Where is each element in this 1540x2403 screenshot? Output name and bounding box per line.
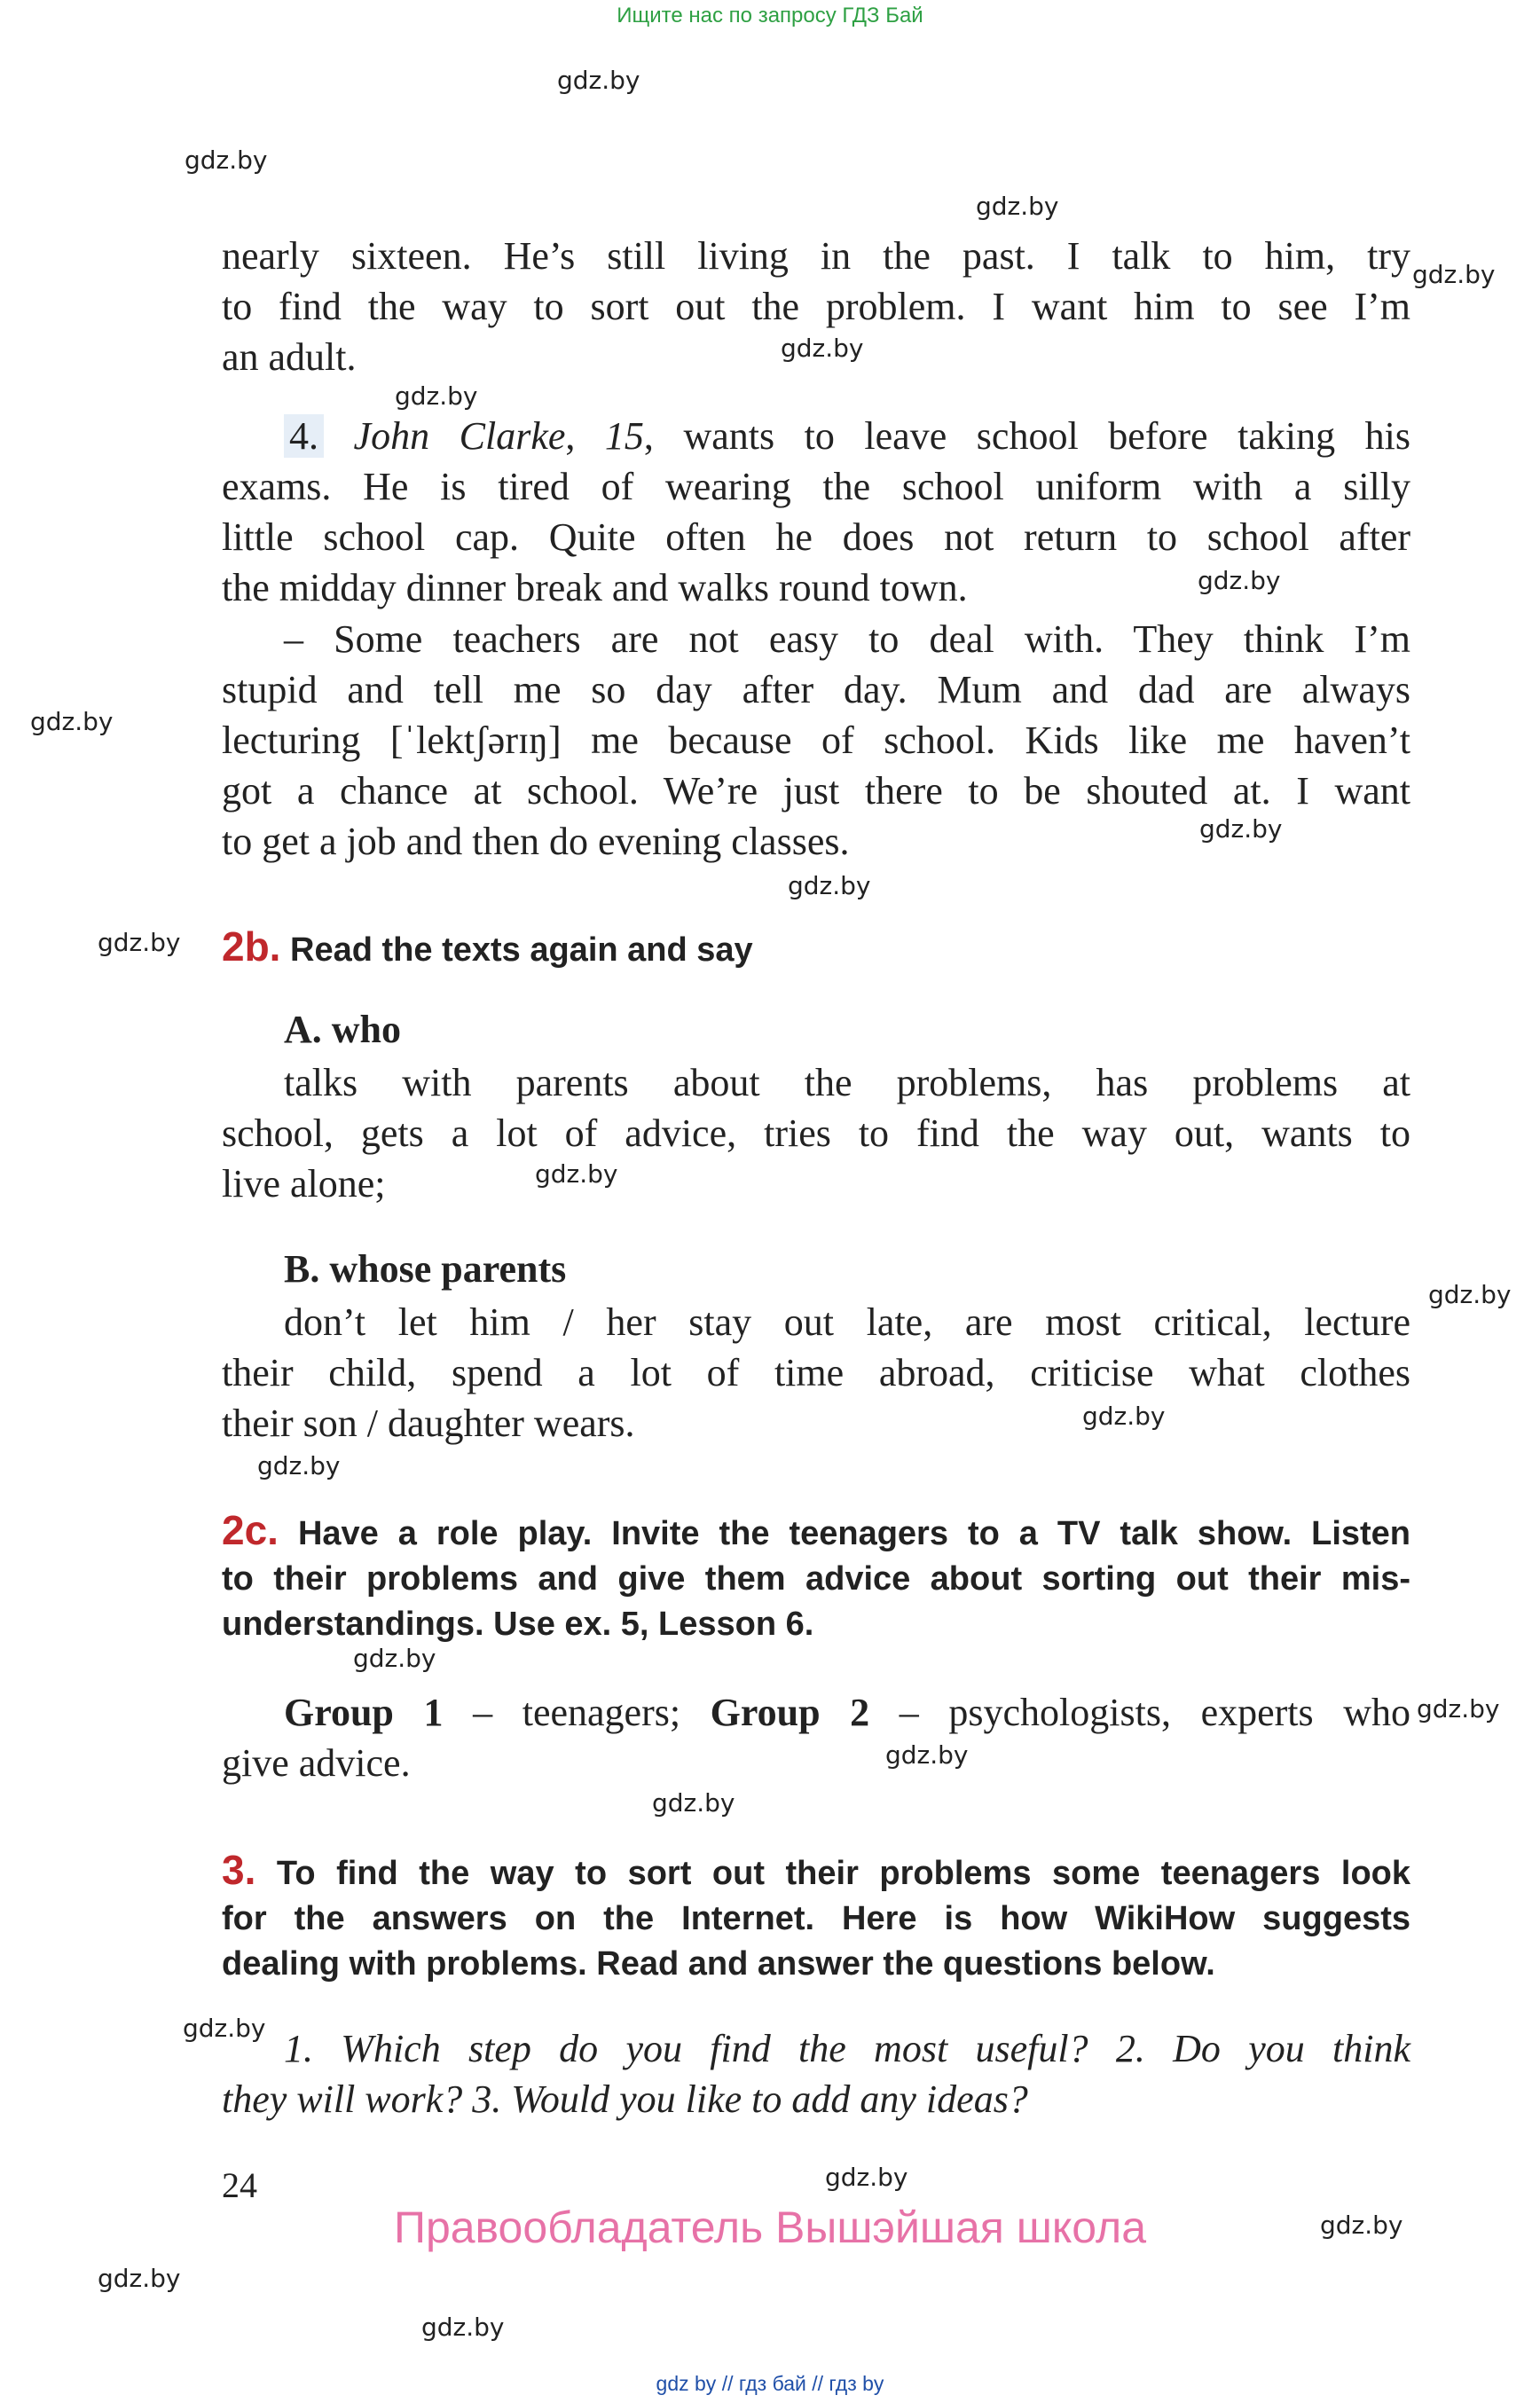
page-number: 24 xyxy=(222,2165,257,2205)
text-line: live alone; xyxy=(222,1162,386,1205)
text-line: 1. Which step do you find the most useful? 2. Do you think xyxy=(284,2027,1410,2070)
watermark: gdz.by xyxy=(1412,260,1496,289)
text-line: school, gets a lot of advice, tries to find the way out, wants to xyxy=(222,1111,1410,1155)
watermark: gdz.by xyxy=(976,192,1059,221)
watermark: gdz.by xyxy=(1320,2211,1403,2240)
text-line: stupid and tell me so day after day. Mum and dad are always xyxy=(222,668,1410,711)
watermark: gdz.by xyxy=(185,145,268,175)
watermark: gdz.by xyxy=(1198,566,1281,595)
watermark: gdz.by xyxy=(30,707,114,736)
section-a-text xyxy=(222,1057,1410,1209)
text-line: they will work? 3. Would you like to add any ideas? xyxy=(222,2077,1028,2121)
text-line: their child, spend a lot of time abroad, criticise what clothes xyxy=(222,1351,1410,1394)
text-line: don’t let him / her stay out late, are most critical, lecture xyxy=(284,1300,1410,1344)
watermark: gdz.by xyxy=(183,2014,266,2043)
watermark: gdz.by xyxy=(257,1451,341,1480)
text-line: to get a job and then do evening classes. xyxy=(222,820,850,863)
watermark: gdz.by xyxy=(98,2264,181,2293)
text-line: talks with parents about the problems, has problems at xyxy=(284,1061,1410,1104)
task-number: 3. xyxy=(222,1847,256,1893)
text-line: nearly sixteen. He’s still living in the past. I talk to him, try xyxy=(222,234,1410,278)
watermark: gdz.by xyxy=(652,1788,735,1818)
text-line: – Some teachers are not easy to deal with. They think I’m xyxy=(284,617,1410,661)
text-line: their son / daughter wears. xyxy=(222,1402,635,1445)
section-b-heading: B. whose parents xyxy=(284,1247,567,1291)
watermark: gdz.by xyxy=(395,381,478,411)
text-line: to find the way to sort out the problem. I want him to see I’m xyxy=(222,285,1410,328)
task-text: Read the texts again and say xyxy=(290,931,753,969)
watermark: gdz.by xyxy=(885,1740,969,1770)
person-age: 15 xyxy=(604,414,644,458)
text-line xyxy=(222,1508,1410,1557)
watermark: gdz.by xyxy=(781,334,864,363)
watermark: gdz.by xyxy=(1428,1280,1512,1309)
text-line: to their problems and give them advice about sorting out their mis- xyxy=(222,1560,1410,1598)
quote-paragraph xyxy=(222,614,1410,867)
text-fragment: – psychologists, experts who xyxy=(869,1691,1411,1734)
text-line: got a chance at school. We’re just there to be shouted at. I want xyxy=(222,769,1410,813)
paragraph-number: 4. xyxy=(284,414,324,458)
watermark: gdz.by xyxy=(535,1159,618,1189)
person-name: John Clarke xyxy=(353,414,566,458)
intro-paragraph xyxy=(222,231,1410,382)
task-text: Have a role play. Invite the teenagers to a TV talk show. Listen xyxy=(297,1515,1411,1552)
watermark: gdz.by xyxy=(98,928,181,957)
text-line: give advice. xyxy=(222,1741,411,1785)
group-1-label: Group 1 xyxy=(284,1691,444,1734)
task-number: 2b. xyxy=(222,923,281,970)
task-3-heading xyxy=(222,1848,1410,1987)
group-2-label: Group 2 xyxy=(710,1691,870,1734)
task-2c-heading xyxy=(222,1508,1410,1647)
task-text: To find the way to sort out their problems some teenagers look xyxy=(276,1855,1410,1892)
text-line xyxy=(222,1687,1410,1738)
paragraph-4 xyxy=(222,411,1410,613)
watermark: gdz.by xyxy=(353,1644,436,1673)
task-number: 2c. xyxy=(222,1507,279,1553)
text-fragment: – teenagers; xyxy=(443,1691,711,1734)
watermark: gdz.by xyxy=(1082,1402,1166,1431)
text-line: an adult. xyxy=(222,335,357,379)
watermark: gdz.by xyxy=(1417,1694,1500,1724)
watermark: gdz.by xyxy=(825,2163,908,2192)
text-line: the midday dinner break and walks round town. xyxy=(222,566,968,609)
groups-text xyxy=(222,1687,1410,1788)
watermark: gdz.by xyxy=(1199,814,1283,844)
task-2b-heading xyxy=(222,924,1410,973)
text-line: little school cap. Quite often he does not return to school after xyxy=(222,515,1410,559)
watermark: gdz.by xyxy=(557,66,640,95)
text-line: 4. John Clarke, 15, wants to leave school before taking his xyxy=(222,411,1410,461)
section-a-heading: A. who xyxy=(284,1008,402,1051)
task-3-questions xyxy=(222,2023,1410,2124)
top-banner[interactable]: Ищите нас по запросу ГДЗ Бай xyxy=(617,4,923,27)
bottom-links[interactable]: gdz by // гдз бай // гдз by xyxy=(656,2372,884,2395)
text-line: dealing with problems. Read and answer the questions below. xyxy=(222,1945,1215,1983)
text-line: understandings. Use ex. 5, Lesson 6. xyxy=(222,1606,814,1643)
text-line: for the answers on the Internet. Here is how WikiHow suggests xyxy=(222,1900,1410,1937)
copyright-owner: Правообладатель Вышэйшая школа xyxy=(394,2203,1146,2252)
text-line: exams. He is tired of wearing the school uniform with a silly xyxy=(222,465,1410,508)
section-b-text xyxy=(222,1297,1410,1449)
watermark: gdz.by xyxy=(421,2313,505,2342)
text-line xyxy=(222,1848,1410,1896)
text-fragment: , wants to leave school before taking his xyxy=(643,414,1410,458)
text-line: lecturing [ˈlektʃərɪŋ] me because of school. Kids like me haven’t xyxy=(222,719,1410,762)
watermark: gdz.by xyxy=(788,871,871,900)
